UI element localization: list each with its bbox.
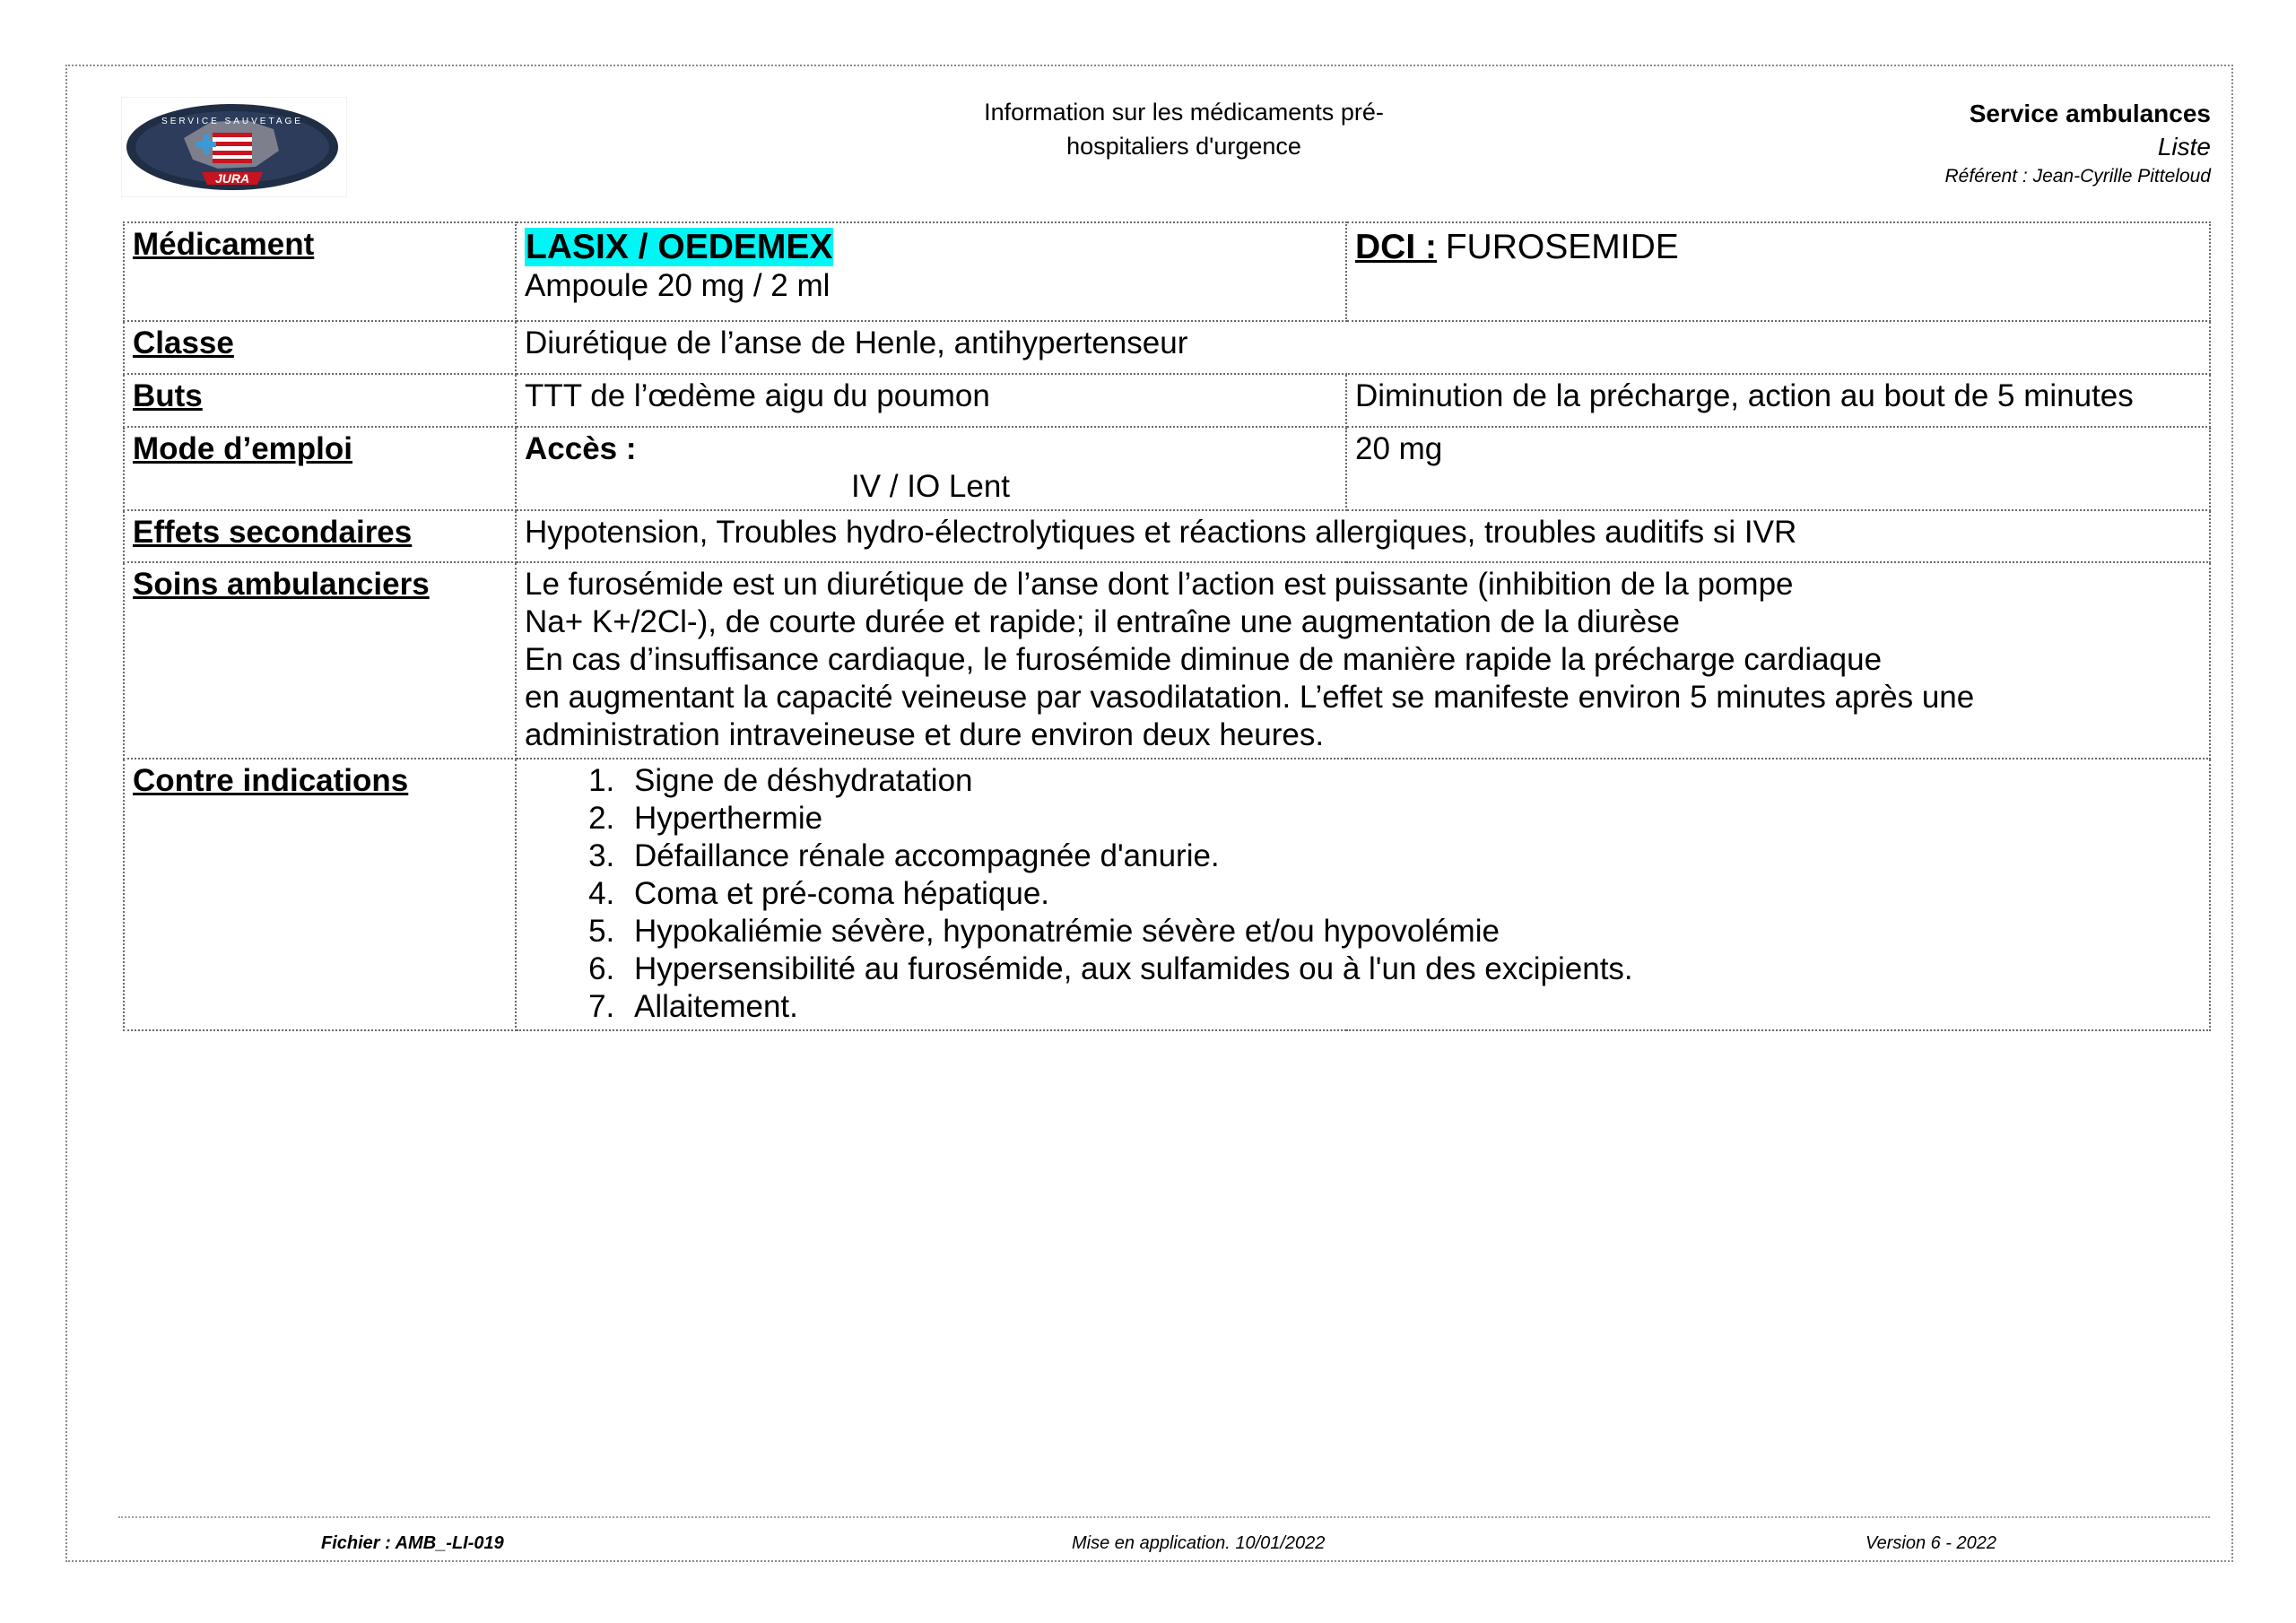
- svg-text:SERVICE SAUVETAGE: SERVICE SAUVETAGE: [161, 117, 303, 126]
- row-soins-ambulanciers: [124, 562, 2210, 759]
- row-mode-emploi: [124, 427, 2210, 510]
- dci-value: FUROSEMIDE: [1445, 228, 1679, 266]
- list-item: 2. Hyperthermie: [623, 800, 2201, 838]
- list-item: 4. Coma et pré-coma hépatique.: [623, 875, 2201, 913]
- dci-cell: [1346, 222, 2210, 321]
- soins-line: en augmentant la capacité veineuse par vasodilatation. L’effet se manifeste environ 5 minutes après une: [525, 680, 1975, 715]
- footer-date: Mise en application. 10/01/2022: [1072, 1533, 1326, 1553]
- label-buts: Buts: [124, 374, 516, 427]
- soins-line: Na+ K+/2Cl-), de courte durée et rapide; il entraîne une augmentation de la diurèse: [525, 604, 1681, 639]
- header-service-block: [1945, 97, 2211, 190]
- label-effets-secondaires: Effets secondaires: [124, 510, 516, 562]
- title-line-2: hospitaliers d'urgence: [1066, 133, 1301, 160]
- label-mode-emploi: Mode d’emploi: [124, 427, 516, 510]
- list-item: 7. Allaitement.: [623, 988, 2201, 1026]
- acces-label: Accès :: [525, 431, 637, 466]
- service-sauvetage-jura-emblem-icon: [121, 97, 347, 197]
- footer-version: Version 6 - 2022: [1866, 1533, 1997, 1553]
- classe-value: Diurétique de l’anse de Henle, antihypertenseur: [516, 321, 2210, 374]
- referent: Référent : Jean-Cyrille Pitteloud: [1944, 166, 2211, 187]
- soins-line: En cas d’insuffisance cardiaque, le furosémide diminue de manière rapide la précharge cardiaque: [525, 642, 1883, 677]
- list-item: 6. Hypersensibilité au furosémide, aux sulfamides ou à l'un des excipients.: [623, 950, 2201, 988]
- acces-value: IV / IO Lent: [851, 469, 1011, 504]
- document-type: Liste: [2157, 133, 2211, 161]
- label-contre-indications: Contre indications: [124, 759, 516, 1030]
- soins-line: Le furosémide est un diurétique de l’anse dont l’action est puissante (inhibition de la pompe: [525, 567, 1794, 602]
- drug-name: LASIX / OEDEMEX: [526, 228, 833, 266]
- document-title: [879, 95, 1489, 163]
- footer-file-id: Fichier : AMB_-LI-019: [321, 1533, 504, 1553]
- svg-text:JURA: JURA: [214, 171, 250, 186]
- list-item: 5. Hypokaliémie sévère, hyponatrémie sévère et/ou hypovolémie: [623, 913, 2201, 950]
- row-medicament: [124, 222, 2210, 321]
- title-line-1: Information sur les médicaments pré-: [984, 99, 1384, 126]
- drug-form: Ampoule 20 mg / 2 ml: [525, 268, 831, 303]
- row-contre-indications: [124, 759, 2210, 1030]
- contre-indications-cell: [516, 759, 2210, 1030]
- soins-text: [516, 562, 2210, 759]
- list-item: 1. Signe de déshydratation: [623, 762, 2201, 800]
- row-buts: [124, 374, 2210, 427]
- service-logo: [121, 97, 347, 197]
- effets-value: Hypotension, Troubles hydro-électrolytiques et réactions allergiques, troubles auditifs si IVR: [516, 510, 2210, 562]
- contre-indications-list: [525, 762, 2201, 1026]
- label-soins-ambulanciers: Soins ambulanciers: [124, 562, 516, 759]
- label-classe: Classe: [124, 321, 516, 374]
- buts-value-2: Diminution de la précharge, action au bout de 5 minutes: [1346, 374, 2210, 427]
- medication-table: [123, 221, 2211, 1031]
- dci-label: DCI :: [1355, 228, 1437, 266]
- footer-divider: [118, 1516, 2210, 1518]
- row-classe: [124, 321, 2210, 374]
- acces-cell: [516, 427, 1346, 510]
- soins-line: administration intraveineuse et dure environ deux heures.: [525, 717, 1325, 752]
- list-item: 3. Défaillance rénale accompagnée d'anurie.: [623, 838, 2201, 875]
- buts-value-1: TTT de l’œdème aigu du poumon: [516, 374, 1346, 427]
- service-name: Service ambulances: [1969, 100, 2211, 127]
- medicament-cell: [516, 222, 1346, 321]
- row-effets-secondaires: [124, 510, 2210, 562]
- label-medicament: Médicament: [124, 222, 516, 321]
- dose-value: 20 mg: [1346, 427, 2210, 510]
